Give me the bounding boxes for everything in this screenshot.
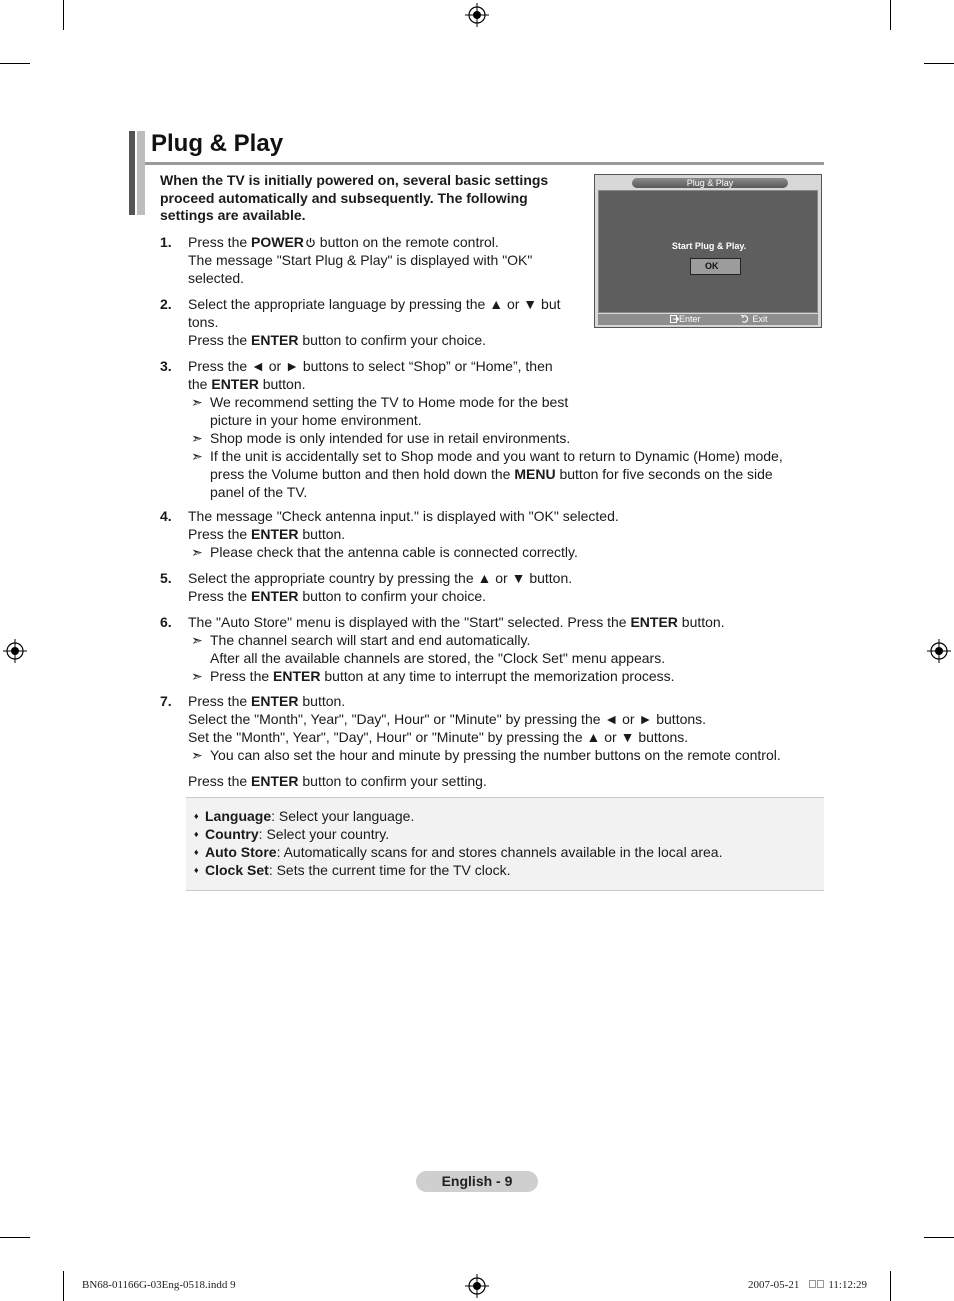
tv-menu-title: Plug & Play (632, 178, 788, 188)
step-line: Set the "Month", Year", "Day", Hour" or "Minute" by pressing the ▲ or ▼ buttons. (188, 729, 689, 745)
step-line: Press the ENTER button to confirm your choice. (188, 332, 487, 348)
step-line: the ENTER button. (188, 376, 306, 392)
tv-enter-hint: Enter (670, 314, 701, 325)
crop-mark (63, 1271, 64, 1301)
step-line: Press the ◄ or ► buttons to select “Shop” or “Home”, then (188, 358, 553, 374)
step-number: 4. (160, 508, 172, 524)
note-arrow-icon: ➣ (191, 544, 203, 560)
return-icon (740, 315, 750, 323)
list-item: ♦ Country: Select your country. (194, 826, 390, 842)
step-note: ➣ Shop mode is only intended for use in retail environments. (191, 430, 571, 446)
crop-mark (0, 63, 30, 64)
note-arrow-icon: ➣ (191, 448, 203, 464)
tv-message: Start Plug & Play. (671, 241, 747, 251)
registration-mark-icon (927, 639, 951, 663)
step-line: tons. (188, 314, 219, 330)
note-arrow-icon: ➣ (191, 668, 203, 684)
crop-mark (924, 1237, 954, 1238)
crop-mark (0, 1237, 30, 1238)
list-item: ♦ Clock Set: Sets the current time for the TV clock. (194, 862, 511, 878)
crop-mark (63, 0, 64, 30)
step-number: 6. (160, 614, 172, 630)
step-line: selected. (188, 270, 245, 286)
bullet-icon: ♦ (194, 829, 199, 839)
step-line: Select the "Month", Year", "Day", Hour" or "Minute" by pressing the ◄ or ► buttons. (188, 711, 707, 727)
step-number: 7. (160, 693, 172, 709)
step-line: Select the appropriate country by pressing the ▲ or ▼ button. (188, 570, 573, 586)
tv-exit-hint: Exit (740, 314, 768, 325)
unknown-glyph-icon (817, 1280, 824, 1288)
step-line: Press the ENTER button. (188, 526, 346, 542)
page-number-badge: English - 9 (416, 1171, 538, 1192)
note-arrow-icon: ➣ (191, 747, 203, 763)
step-number: 2. (160, 296, 172, 312)
crop-mark (890, 1271, 891, 1301)
tv-screen-illustration (594, 174, 822, 328)
menu-summary-box (186, 797, 824, 891)
step-line: The "Auto Store" menu is displayed with the "Start" selected. Press the ENTER button. (188, 614, 725, 630)
list-item: ♦ Auto Store: Automatically scans for and stores channels available in the local area. (194, 844, 723, 860)
crop-mark (924, 63, 954, 64)
step-line: Press the ENTER button to confirm your choice. (188, 588, 487, 604)
page-title: Plug & Play (151, 130, 284, 157)
step-line: The message "Check antenna input." is displayed with "OK" selected. (188, 508, 619, 524)
tv-footer-bar (598, 314, 818, 325)
summary-list (194, 807, 722, 879)
step-note: ➣ The channel search will start and end automatically. After all the available channels are stored, the "Clock Set" menu appears. (191, 632, 666, 666)
registration-mark-icon (3, 639, 27, 663)
step-note: ➣ We recommend setting the TV to Home mode for the best picture in your home environment. (191, 394, 569, 428)
step-number: 3. (160, 358, 172, 374)
tv-screen-body (598, 190, 818, 313)
step-line: Press the POWER button on the remote control. (188, 234, 499, 250)
list-item: ♦ Language: Select your language. (194, 808, 415, 824)
registration-mark-icon (465, 3, 489, 27)
step-note: ➣ You can also set the hour and minute by pressing the number buttons on the remote control. (191, 747, 781, 763)
note-arrow-icon: ➣ (191, 394, 203, 410)
intro-paragraph: When the TV is initially powered on, several basic settings proceed automatically and subsequently. The following settings are available. (160, 172, 549, 223)
crop-mark (890, 0, 891, 30)
step-note: ➣ Press the ENTER button at any time to interrupt the memorization process. (191, 668, 675, 684)
registration-mark-icon (465, 1274, 489, 1298)
bullet-icon: ♦ (194, 865, 199, 875)
tv-ok-button: OK (690, 258, 741, 275)
step-number: 1. (160, 234, 172, 250)
step-line: Select the appropriate language by pressing the ▲ or ▼ but (188, 296, 561, 312)
step-line: The message "Start Plug & Play" is displayed with "OK" (188, 252, 533, 268)
step-line: Press the ENTER button. (188, 693, 346, 709)
note-arrow-icon: ➣ (191, 632, 203, 648)
step-note: ➣ Please check that the antenna cable is connected correctly. (191, 544, 578, 560)
unknown-glyph-icon (809, 1280, 816, 1288)
file-slug: BN68-01166G-03Eng-0518.indd 9 (82, 1279, 236, 1291)
title-accent-bar (137, 131, 145, 215)
step-number: 5. (160, 570, 172, 586)
step-line: Press the ENTER button to confirm your setting. (188, 773, 487, 789)
print-date: 2007-05-21 11:12:29 (748, 1279, 868, 1291)
title-divider (145, 162, 824, 165)
note-arrow-icon: ➣ (191, 430, 203, 446)
title-accent-bar (129, 131, 135, 215)
power-icon (305, 237, 316, 248)
enter-icon (670, 315, 679, 323)
bullet-icon: ♦ (194, 811, 199, 821)
step-note: ➣ If the unit is accidentally set to Shop mode and you want to return to Dynamic (Home) mode, press the Volume button and then hold down the MENU button for five seconds on the side panel of the TV. (191, 448, 783, 500)
bullet-icon: ♦ (194, 847, 199, 857)
